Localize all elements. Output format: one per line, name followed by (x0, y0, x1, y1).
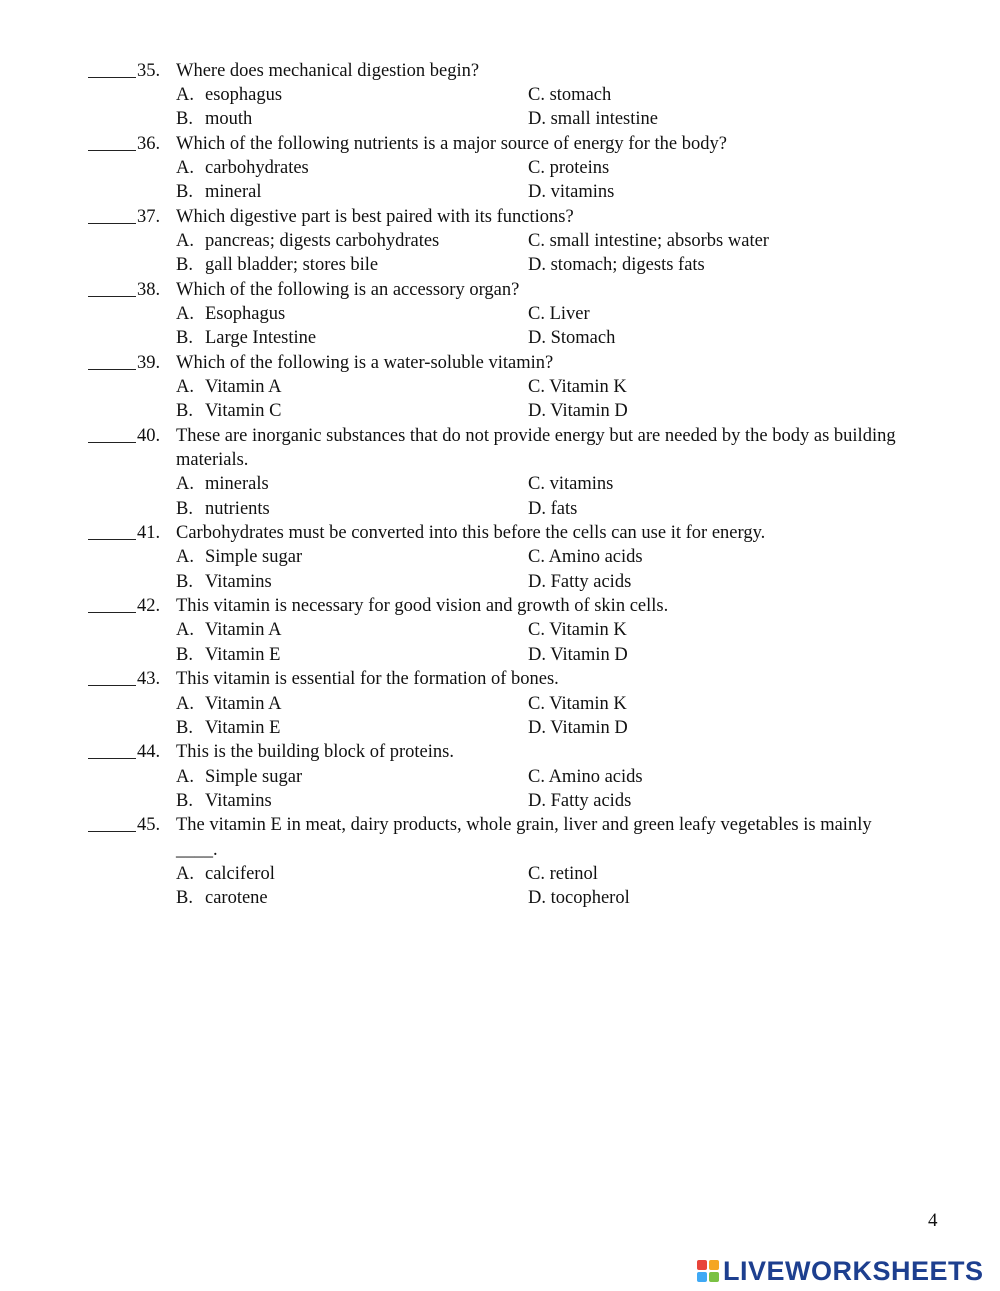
option-letter: B. (176, 571, 193, 592)
question-number: 44. (137, 742, 161, 763)
question-37 (0, 205, 1000, 278)
option-a (176, 302, 285, 326)
option-c: C. vitamins (528, 474, 614, 495)
option-text: Vitamin A (205, 620, 282, 641)
options-row (0, 862, 1000, 886)
question-text: This vitamin is necessary for good vision and growth of skin cells. (176, 596, 669, 617)
answer-blank[interactable] (88, 831, 136, 832)
option-d: D. tocopherol (528, 888, 630, 909)
answer-blank[interactable] (88, 150, 136, 151)
answer-blank[interactable] (88, 442, 136, 443)
options-row (0, 570, 1000, 594)
answer-blank[interactable] (88, 758, 136, 759)
question-number: 43. (137, 669, 161, 690)
option-text: Large Intestine (205, 328, 317, 349)
option-c: C. small intestine; absorbs water (528, 230, 769, 251)
option-b (176, 326, 316, 350)
question-number: 37. (137, 206, 161, 227)
answer-blank[interactable] (88, 77, 136, 78)
option-letter: B. (176, 109, 193, 130)
question-text-line (0, 205, 1000, 229)
option-text: Vitamins (205, 790, 272, 811)
option-text: pancreas; digests carbohydrates (205, 230, 440, 251)
logo-tile-green (709, 1272, 719, 1282)
options-row (0, 326, 1000, 350)
question-text-line (0, 594, 1000, 618)
liveworksheets-logo-icon (697, 1260, 719, 1282)
option-c: C. stomach (528, 84, 612, 105)
question-40 (0, 424, 1000, 521)
option-text: Vitamin C (205, 401, 282, 422)
option-a (176, 229, 439, 253)
option-b (176, 399, 281, 423)
question-text-line (0, 448, 1000, 472)
answer-blank[interactable] (88, 685, 136, 686)
option-b (176, 180, 262, 204)
option-d: D. Vitamin D (528, 717, 628, 738)
options-row (0, 545, 1000, 569)
answer-blank[interactable] (88, 369, 136, 370)
option-letter: A. (176, 863, 194, 884)
option-text: Simple sugar (205, 766, 303, 787)
question-text: Carbohydrates must be converted into this before the cells can use it for energy. (176, 523, 766, 544)
question-43 (0, 667, 1000, 740)
options-row (0, 229, 1000, 253)
option-text: calciferol (205, 863, 275, 884)
question-text-line (0, 424, 1000, 448)
option-a (176, 472, 269, 496)
option-c: C. Amino acids (528, 766, 643, 787)
options-row (0, 156, 1000, 180)
option-c: C. Vitamin K (528, 376, 627, 397)
option-text: Esophagus (205, 303, 286, 324)
option-text: Vitamin A (205, 693, 282, 714)
option-b (176, 253, 378, 277)
option-a (176, 156, 309, 180)
question-number: 35. (137, 60, 161, 81)
options-row (0, 302, 1000, 326)
option-c: C. proteins (528, 157, 610, 178)
option-letter: B. (176, 888, 193, 909)
question-text: This vitamin is essential for the formation of bones. (176, 669, 559, 690)
question-text: materials. (176, 450, 249, 471)
option-d: D. small intestine (528, 109, 658, 130)
question-text: This is the building block of proteins. (176, 742, 454, 763)
option-text: Vitamin E (205, 717, 281, 738)
answer-blank[interactable] (88, 296, 136, 297)
option-text: mineral (205, 182, 262, 203)
option-d: D. Fatty acids (528, 790, 632, 811)
question-text-line (0, 521, 1000, 545)
option-b (176, 716, 280, 740)
option-letter: B. (176, 401, 193, 422)
option-b (176, 886, 268, 910)
option-a (176, 83, 282, 107)
option-b (176, 789, 272, 813)
option-text: carbohydrates (205, 157, 309, 178)
options-row (0, 472, 1000, 496)
options-row (0, 399, 1000, 423)
option-letter: A. (176, 84, 194, 105)
option-c: C. Amino acids (528, 547, 643, 568)
question-39 (0, 351, 1000, 424)
option-letter: A. (176, 474, 194, 495)
option-letter: B. (176, 644, 193, 665)
question-number: 40. (137, 425, 161, 446)
option-b (176, 107, 252, 131)
option-letter: A. (176, 230, 194, 251)
question-number: 42. (137, 596, 161, 617)
options-row (0, 375, 1000, 399)
option-a (176, 862, 275, 886)
liveworksheets-logo-text: LIVEWORKSHEETS (723, 1255, 984, 1286)
question-text-line (0, 740, 1000, 764)
option-text: carotene (205, 888, 268, 909)
option-letter: B. (176, 255, 193, 276)
question-45 (0, 813, 1000, 910)
option-b (176, 570, 272, 594)
option-text: nutrients (205, 498, 270, 519)
options-row (0, 180, 1000, 204)
question-text-line (0, 813, 1000, 837)
option-d: D. Fatty acids (528, 571, 632, 592)
option-d: D. Vitamin D (528, 401, 628, 422)
question-text: The vitamin E in meat, dairy products, whole grain, liver and green leafy vegetables is mainly (176, 815, 872, 836)
logo-tile-red (697, 1260, 707, 1270)
option-letter: A. (176, 766, 194, 787)
question-text: Where does mechanical digestion begin? (176, 60, 480, 81)
option-d: D. stomach; digests fats (528, 255, 705, 276)
option-letter: B. (176, 182, 193, 203)
question-text: Which of the following nutrients is a major source of energy for the body? (176, 133, 727, 154)
question-number: 38. (137, 279, 161, 300)
question-number: 45. (137, 815, 161, 836)
option-letter: A. (176, 157, 194, 178)
logo-tile-blue (697, 1272, 707, 1282)
option-text: esophagus (205, 84, 283, 105)
options-row (0, 765, 1000, 789)
logo-tile-orange (709, 1260, 719, 1270)
option-a (176, 692, 281, 716)
options-row (0, 716, 1000, 740)
answer-blank[interactable] (88, 223, 136, 224)
option-c: C. Liver (528, 303, 590, 324)
option-letter: A. (176, 620, 194, 641)
option-b (176, 497, 270, 521)
option-d: D. Vitamin D (528, 644, 628, 665)
question-text: Which of the following is a water-soluble vitamin? (176, 352, 554, 373)
question-text-line (0, 278, 1000, 302)
question-text: Which of the following is an accessory organ? (176, 279, 520, 300)
option-c: C. Vitamin K (528, 620, 627, 641)
options-row (0, 886, 1000, 910)
option-text: Vitamin A (205, 376, 282, 397)
option-a (176, 545, 302, 569)
option-a (176, 618, 281, 642)
question-text: ____. (176, 839, 218, 860)
option-text: Simple sugar (205, 547, 303, 568)
options-row (0, 692, 1000, 716)
option-text: mouth (205, 109, 253, 130)
question-number: 36. (137, 133, 161, 154)
question-text-line (0, 351, 1000, 375)
options-row (0, 83, 1000, 107)
answer-blank[interactable] (88, 612, 136, 613)
options-row (0, 107, 1000, 131)
question-number: 39. (137, 352, 161, 373)
options-row (0, 253, 1000, 277)
option-text: Vitamin E (205, 644, 281, 665)
option-text: minerals (205, 474, 269, 495)
option-d: D. vitamins (528, 182, 615, 203)
question-36 (0, 132, 1000, 205)
question-44 (0, 740, 1000, 813)
question-38 (0, 278, 1000, 351)
option-letter: B. (176, 498, 193, 519)
liveworksheets-logo (697, 1254, 984, 1288)
options-row (0, 789, 1000, 813)
option-letter: A. (176, 547, 194, 568)
question-number: 41. (137, 523, 161, 544)
question-text: Which digestive part is best paired with its functions? (176, 206, 574, 227)
option-c: C. Vitamin K (528, 693, 627, 714)
option-letter: B. (176, 717, 193, 738)
question-41 (0, 521, 1000, 594)
option-d: D. fats (528, 498, 578, 519)
question-42 (0, 594, 1000, 667)
option-letter: A. (176, 376, 194, 397)
option-letter: B. (176, 790, 193, 811)
question-text-line (0, 132, 1000, 156)
option-letter: A. (176, 693, 194, 714)
options-row (0, 497, 1000, 521)
page-number: 4 (928, 1210, 938, 1231)
option-a (176, 765, 302, 789)
question-text-line (0, 667, 1000, 691)
option-a (176, 375, 281, 399)
option-text: Vitamins (205, 571, 272, 592)
question-text-line (0, 838, 1000, 862)
option-c: C. retinol (528, 863, 598, 884)
question-text: These are inorganic substances that do not provide energy but are needed by the body as building (176, 425, 896, 446)
option-b (176, 643, 280, 667)
option-d: D. Stomach (528, 328, 616, 349)
option-letter: B. (176, 328, 193, 349)
question-35 (0, 59, 1000, 132)
answer-blank[interactable] (88, 539, 136, 540)
options-row (0, 618, 1000, 642)
option-letter: A. (176, 303, 194, 324)
options-row (0, 643, 1000, 667)
option-text: gall bladder; stores bile (205, 255, 379, 276)
question-text-line (0, 59, 1000, 83)
